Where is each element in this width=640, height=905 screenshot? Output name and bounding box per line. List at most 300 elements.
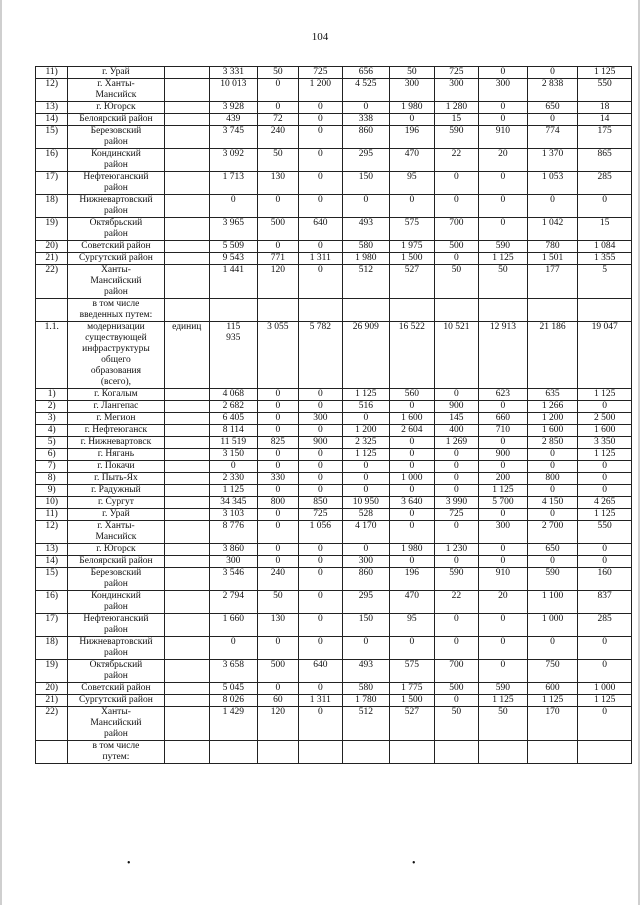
table-row <box>36 299 632 322</box>
table-row <box>36 322 632 389</box>
table-row <box>36 485 632 497</box>
cell-y3: 0 <box>342 413 390 425</box>
cell-y7: 2 850 <box>527 437 578 449</box>
cell-total: 8 776 <box>210 521 258 544</box>
cell-y4: 1 500 <box>390 695 435 707</box>
cell-y5 <box>434 299 479 322</box>
cell-y4: 0 <box>390 556 435 568</box>
cell-y8: 1 600 <box>578 425 632 437</box>
cell-y4: 0 <box>390 637 435 660</box>
cell-y1: 0 <box>257 544 298 556</box>
cell-y1: 120 <box>257 707 298 741</box>
row-name: Нефтеюганский район <box>68 172 164 195</box>
cell-total: 3 658 <box>210 660 258 683</box>
cell-y8: 285 <box>578 614 632 637</box>
cell-y3: 0 <box>342 485 390 497</box>
cell-y6: 1 125 <box>479 485 528 497</box>
cell-y5: 0 <box>434 473 479 485</box>
cell-y3: 0 <box>342 195 390 218</box>
cell-y8: 1 125 <box>578 389 632 401</box>
cell-total: 3 965 <box>210 218 258 241</box>
cell-y8: 1 125 <box>578 449 632 461</box>
cell-y2: 725 <box>299 509 343 521</box>
cell-total: 3 103 <box>210 509 258 521</box>
cell-y3: 493 <box>342 218 390 241</box>
cell-y4: 196 <box>390 126 435 149</box>
cell-y5: 0 <box>434 614 479 637</box>
cell-y8: 4 265 <box>578 497 632 509</box>
row-name: г. Югорск <box>68 544 164 556</box>
cell-y6: 0 <box>479 172 528 195</box>
cell-y6: 623 <box>479 389 528 401</box>
cell-y4: 1 975 <box>390 241 435 253</box>
cell-total: 1 441 <box>210 265 258 299</box>
cell-y6: 0 <box>479 67 528 79</box>
cell-y3: 512 <box>342 707 390 741</box>
row-number: 3) <box>36 413 68 425</box>
cell-y3: 493 <box>342 660 390 683</box>
cell-y2: 900 <box>299 437 343 449</box>
cell-y6: 0 <box>479 614 528 637</box>
table-row <box>36 461 632 473</box>
cell-y7: 590 <box>527 568 578 591</box>
row-unit <box>164 401 210 413</box>
cell-y3: 580 <box>342 241 390 253</box>
cell-y7 <box>527 299 578 322</box>
cell-total: 34 345 <box>210 497 258 509</box>
row-number: 22) <box>36 265 68 299</box>
row-number: 8) <box>36 473 68 485</box>
table-row <box>36 614 632 637</box>
table-row <box>36 218 632 241</box>
cell-y4: 300 <box>390 79 435 102</box>
cell-y3: 0 <box>342 102 390 114</box>
row-unit <box>164 568 210 591</box>
cell-y2: 725 <box>299 67 343 79</box>
cell-y2: 300 <box>299 413 343 425</box>
cell-y5: 0 <box>434 172 479 195</box>
cell-y8: 0 <box>578 485 632 497</box>
cell-total: 2 330 <box>210 473 258 485</box>
cell-y2: 5 782 <box>299 322 343 389</box>
cell-y2: 0 <box>299 425 343 437</box>
row-name: г. Нефтеюганск <box>68 425 164 437</box>
cell-y6: 20 <box>479 149 528 172</box>
cell-y4: 2 604 <box>390 425 435 437</box>
row-unit <box>164 556 210 568</box>
row-name: г. Лангепас <box>68 401 164 413</box>
cell-total: 3 860 <box>210 544 258 556</box>
cell-y5: 500 <box>434 683 479 695</box>
cell-y1: 0 <box>257 413 298 425</box>
cell-y8: 5 <box>578 265 632 299</box>
row-unit <box>164 114 210 126</box>
cell-y1: 130 <box>257 614 298 637</box>
cell-y7: 1 266 <box>527 401 578 413</box>
table-row <box>36 401 632 413</box>
cell-y5: 0 <box>434 461 479 473</box>
cell-y7 <box>527 741 578 764</box>
row-unit <box>164 695 210 707</box>
table-row <box>36 509 632 521</box>
cell-y5: 0 <box>434 389 479 401</box>
cell-y2: 0 <box>299 637 343 660</box>
table-row <box>36 568 632 591</box>
row-number: 4) <box>36 425 68 437</box>
row-number: 18) <box>36 637 68 660</box>
row-name: Нижневартовский район <box>68 637 164 660</box>
row-unit <box>164 591 210 614</box>
row-unit <box>164 265 210 299</box>
cell-y5: 10 521 <box>434 322 479 389</box>
cell-y6: 0 <box>479 556 528 568</box>
cell-y3: 1 980 <box>342 253 390 265</box>
cell-y2: 0 <box>299 102 343 114</box>
cell-y3: 528 <box>342 509 390 521</box>
table-row <box>36 695 632 707</box>
cell-y3 <box>342 299 390 322</box>
row-name: Нефтеюганский район <box>68 614 164 637</box>
cell-y1: 771 <box>257 253 298 265</box>
cell-y3: 656 <box>342 67 390 79</box>
table-row <box>36 425 632 437</box>
table-row <box>36 114 632 126</box>
cell-y6: 910 <box>479 126 528 149</box>
cell-y7: 0 <box>527 485 578 497</box>
row-number: 1) <box>36 389 68 401</box>
table-row <box>36 707 632 741</box>
cell-total: 5 045 <box>210 683 258 695</box>
cell-y5: 300 <box>434 79 479 102</box>
cell-y4: 1 775 <box>390 683 435 695</box>
cell-y2: 640 <box>299 218 343 241</box>
row-number: 13) <box>36 102 68 114</box>
cell-y5 <box>434 741 479 764</box>
cell-y5: 3 990 <box>434 497 479 509</box>
table-body <box>36 67 632 764</box>
cell-y8: 0 <box>578 544 632 556</box>
cell-y5: 1 269 <box>434 437 479 449</box>
cell-y6: 0 <box>479 195 528 218</box>
table-row <box>36 544 632 556</box>
cell-y6: 710 <box>479 425 528 437</box>
cell-y2: 0 <box>299 683 343 695</box>
cell-y4: 196 <box>390 568 435 591</box>
cell-total: 8 026 <box>210 695 258 707</box>
cell-y3: 0 <box>342 461 390 473</box>
cell-y5: 22 <box>434 149 479 172</box>
cell-y8: 3 350 <box>578 437 632 449</box>
cell-y8: 0 <box>578 461 632 473</box>
cell-y2: 0 <box>299 591 343 614</box>
cell-y1: 0 <box>257 79 298 102</box>
cell-y8: 0 <box>578 195 632 218</box>
row-unit <box>164 102 210 114</box>
cell-y2: 640 <box>299 660 343 683</box>
row-unit: единиц <box>164 322 210 389</box>
row-name: в том числе путем: <box>68 741 164 764</box>
row-unit <box>164 544 210 556</box>
cell-y8: 837 <box>578 591 632 614</box>
cell-y8: 0 <box>578 401 632 413</box>
cell-y4: 0 <box>390 449 435 461</box>
row-number: 16) <box>36 591 68 614</box>
cell-y8: 1 000 <box>578 683 632 695</box>
cell-y2: 0 <box>299 544 343 556</box>
cell-y6: 12 913 <box>479 322 528 389</box>
cell-y8: 1 084 <box>578 241 632 253</box>
cell-total: 3 092 <box>210 149 258 172</box>
cell-y7: 800 <box>527 473 578 485</box>
cell-y6: 200 <box>479 473 528 485</box>
row-name: Ханты- Мансийский район <box>68 265 164 299</box>
cell-y2: 0 <box>299 449 343 461</box>
row-name: Березовский район <box>68 126 164 149</box>
cell-y3: 512 <box>342 265 390 299</box>
cell-y5: 50 <box>434 707 479 741</box>
row-number: 16) <box>36 149 68 172</box>
cell-y5: 725 <box>434 67 479 79</box>
cell-y2: 0 <box>299 614 343 637</box>
cell-y8: 0 <box>578 637 632 660</box>
cell-y7: 0 <box>527 461 578 473</box>
cell-y6: 0 <box>479 437 528 449</box>
cell-y5: 0 <box>434 521 479 544</box>
cell-total: 115 935 <box>210 322 258 389</box>
cell-y6: 0 <box>479 218 528 241</box>
cell-total: 1 429 <box>210 707 258 741</box>
row-unit <box>164 172 210 195</box>
table-row <box>36 449 632 461</box>
row-number: 6) <box>36 449 68 461</box>
cell-y8: 0 <box>578 473 632 485</box>
cell-y8: 550 <box>578 79 632 102</box>
row-unit <box>164 241 210 253</box>
table-row <box>36 265 632 299</box>
cell-y7: 21 186 <box>527 322 578 389</box>
row-unit <box>164 253 210 265</box>
row-name: г. Нягань <box>68 449 164 461</box>
row-name: г. Покачи <box>68 461 164 473</box>
row-name: Сургутский район <box>68 253 164 265</box>
cell-y6: 50 <box>479 265 528 299</box>
cell-y3: 0 <box>342 473 390 485</box>
table-row <box>36 102 632 114</box>
cell-y6: 0 <box>479 509 528 521</box>
row-number: 14) <box>36 114 68 126</box>
row-unit <box>164 195 210 218</box>
cell-y8: 865 <box>578 149 632 172</box>
cell-y5: 0 <box>434 449 479 461</box>
cell-y4: 16 522 <box>390 322 435 389</box>
row-number: 20) <box>36 683 68 695</box>
cell-y5: 1 230 <box>434 544 479 556</box>
cell-y2: 850 <box>299 497 343 509</box>
row-name: Белоярский район <box>68 556 164 568</box>
cell-y5: 0 <box>434 195 479 218</box>
cell-y4: 0 <box>390 509 435 521</box>
cell-y1 <box>257 741 298 764</box>
cell-y3: 338 <box>342 114 390 126</box>
cell-y2: 1 311 <box>299 695 343 707</box>
row-unit <box>164 521 210 544</box>
table-row <box>36 413 632 425</box>
row-number: 15) <box>36 568 68 591</box>
cell-y1: 120 <box>257 265 298 299</box>
cell-y4: 1 600 <box>390 413 435 425</box>
cell-y1: 240 <box>257 568 298 591</box>
row-unit <box>164 79 210 102</box>
cell-y3 <box>342 741 390 764</box>
cell-y1: 0 <box>257 195 298 218</box>
table-row <box>36 683 632 695</box>
cell-y3: 1 125 <box>342 449 390 461</box>
cell-y1: 330 <box>257 473 298 485</box>
cell-total: 6 405 <box>210 413 258 425</box>
cell-y4: 95 <box>390 614 435 637</box>
cell-y7: 4 150 <box>527 497 578 509</box>
cell-y4: 1 500 <box>390 253 435 265</box>
cell-y6: 1 125 <box>479 695 528 707</box>
row-name: Белоярский район <box>68 114 164 126</box>
row-number: 12) <box>36 79 68 102</box>
row-number: 21) <box>36 695 68 707</box>
cell-total: 11 519 <box>210 437 258 449</box>
row-unit <box>164 218 210 241</box>
cell-y2: 0 <box>299 485 343 497</box>
table-row <box>36 497 632 509</box>
cell-y4: 0 <box>390 195 435 218</box>
cell-y4: 470 <box>390 149 435 172</box>
cell-y2: 0 <box>299 241 343 253</box>
cell-y1: 50 <box>257 67 298 79</box>
cell-y3: 150 <box>342 614 390 637</box>
table-row <box>36 172 632 195</box>
cell-y7: 1 053 <box>527 172 578 195</box>
cell-y5: 500 <box>434 241 479 253</box>
cell-y8: 0 <box>578 707 632 741</box>
cell-y7: 0 <box>527 195 578 218</box>
cell-y8: 285 <box>578 172 632 195</box>
row-number: 9) <box>36 485 68 497</box>
cell-y6: 20 <box>479 591 528 614</box>
cell-y8: 1 125 <box>578 509 632 521</box>
cell-y1: 130 <box>257 172 298 195</box>
row-name: г. Радужный <box>68 485 164 497</box>
row-unit <box>164 614 210 637</box>
row-number: 15) <box>36 126 68 149</box>
table-row <box>36 126 632 149</box>
cell-y8: 1 125 <box>578 67 632 79</box>
cell-y7: 0 <box>527 114 578 126</box>
cell-y8: 0 <box>578 660 632 683</box>
table-row <box>36 195 632 218</box>
cell-y2: 0 <box>299 568 343 591</box>
cell-y5: 590 <box>434 126 479 149</box>
cell-y6: 0 <box>479 401 528 413</box>
cell-y4: 0 <box>390 114 435 126</box>
cell-y7: 650 <box>527 102 578 114</box>
cell-y8: 550 <box>578 521 632 544</box>
row-number: 2) <box>36 401 68 413</box>
cell-y1: 0 <box>257 485 298 497</box>
cell-y1: 0 <box>257 556 298 568</box>
cell-y1: 0 <box>257 425 298 437</box>
cell-y7: 635 <box>527 389 578 401</box>
cell-y6: 590 <box>479 241 528 253</box>
cell-y3: 1 125 <box>342 389 390 401</box>
row-unit <box>164 425 210 437</box>
cell-y6 <box>479 299 528 322</box>
row-name: Ханты- Мансийский район <box>68 707 164 741</box>
cell-y6: 0 <box>479 660 528 683</box>
cell-y8: 19 047 <box>578 322 632 389</box>
cell-y1: 800 <box>257 497 298 509</box>
cell-total: 10 013 <box>210 79 258 102</box>
cell-y6: 0 <box>479 102 528 114</box>
row-name: г. Когалым <box>68 389 164 401</box>
row-number: 12) <box>36 521 68 544</box>
cell-y1: 500 <box>257 218 298 241</box>
cell-y8 <box>578 741 632 764</box>
row-name: г. Урай <box>68 67 164 79</box>
table-row <box>36 149 632 172</box>
data-table <box>35 66 632 764</box>
cell-y6: 0 <box>479 114 528 126</box>
cell-y7: 750 <box>527 660 578 683</box>
cell-y1: 0 <box>257 241 298 253</box>
cell-y4: 575 <box>390 218 435 241</box>
cell-y3: 300 <box>342 556 390 568</box>
cell-total: 3 546 <box>210 568 258 591</box>
cell-y8: 0 <box>578 556 632 568</box>
cell-y7: 1 501 <box>527 253 578 265</box>
cell-total <box>210 299 258 322</box>
cell-y8: 175 <box>578 126 632 149</box>
cell-y6: 1 125 <box>479 253 528 265</box>
cell-y7: 1 200 <box>527 413 578 425</box>
cell-y3: 580 <box>342 683 390 695</box>
row-name: г. Нижневартовск <box>68 437 164 449</box>
cell-y4: 560 <box>390 389 435 401</box>
cell-y3: 0 <box>342 637 390 660</box>
cell-y2: 0 <box>299 172 343 195</box>
row-unit <box>164 660 210 683</box>
cell-y6: 0 <box>479 637 528 660</box>
table-row <box>36 521 632 544</box>
cell-total: 1 125 <box>210 485 258 497</box>
cell-y5: 0 <box>434 485 479 497</box>
cell-y4: 0 <box>390 401 435 413</box>
cell-y5: 0 <box>434 556 479 568</box>
row-name: Сургутский район <box>68 695 164 707</box>
row-unit <box>164 67 210 79</box>
cell-y4 <box>390 299 435 322</box>
cell-y7: 1 125 <box>527 695 578 707</box>
cell-y2: 0 <box>299 149 343 172</box>
row-unit <box>164 637 210 660</box>
cell-y2: 0 <box>299 556 343 568</box>
cell-y2: 1 200 <box>299 79 343 102</box>
row-name: модернизации существующей инфраструктуры общего образования (всего), <box>68 322 164 389</box>
table-row <box>36 473 632 485</box>
cell-y5: 145 <box>434 413 479 425</box>
row-name: г. Ханты- Мансийск <box>68 79 164 102</box>
cell-y2: 1 056 <box>299 521 343 544</box>
cell-y8: 1 125 <box>578 695 632 707</box>
cell-y5: 400 <box>434 425 479 437</box>
cell-total: 0 <box>210 195 258 218</box>
